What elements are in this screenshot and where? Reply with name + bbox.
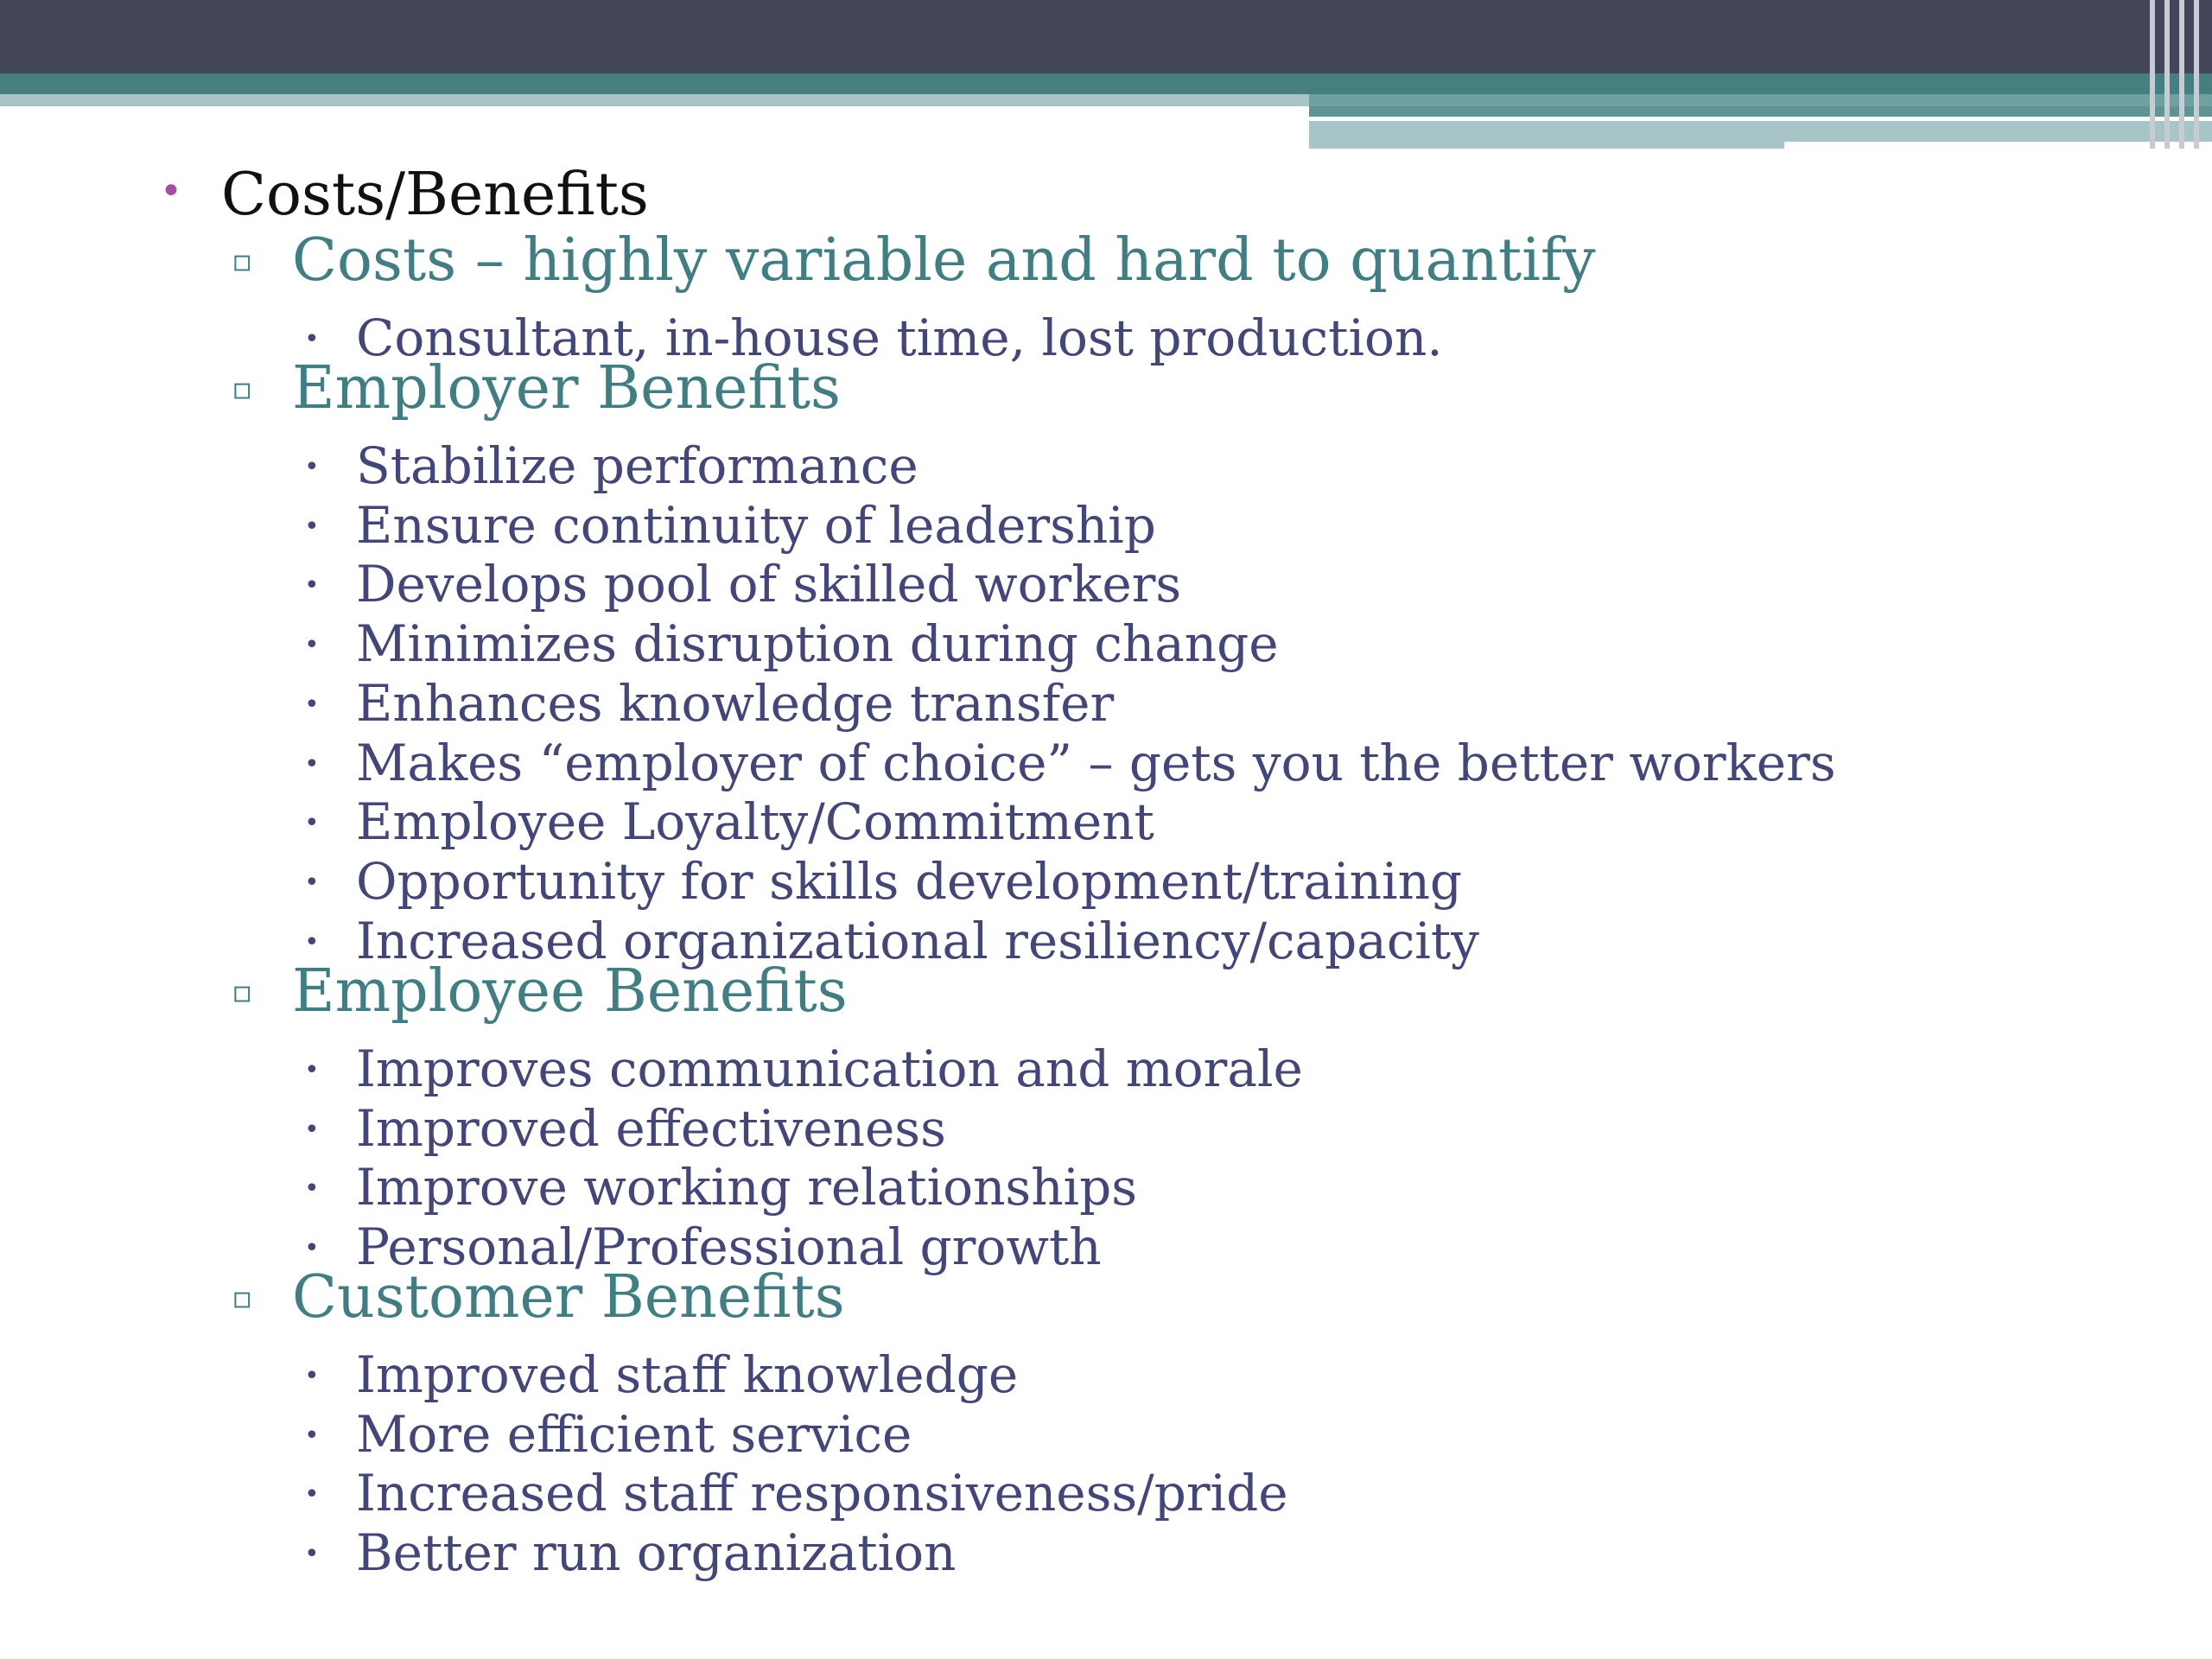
dot-bullet-icon: • — [304, 867, 320, 898]
list-item-text: Stabilize performance — [356, 436, 918, 495]
dot-bullet-icon: • — [304, 630, 320, 661]
dot-bullet-icon: • — [304, 1539, 320, 1570]
dot-bullet-icon: • — [304, 324, 320, 354]
dot-bullet-icon: • — [304, 452, 320, 482]
dot-bullet-icon: • — [304, 1420, 320, 1451]
list-item-text: Ensure continuity of leadership — [356, 495, 1156, 555]
list-item-text: Better run organization — [356, 1523, 957, 1583]
dot-bullet-icon: • — [304, 1055, 320, 1085]
list-item-text: Increased staff responsiveness/pride — [356, 1464, 1288, 1523]
dot-bullet-icon: • — [304, 689, 320, 720]
list-item-text: Minimizes disruption during change — [356, 614, 1279, 674]
list-item-text: More efficient service — [356, 1404, 912, 1464]
section-heading-text: Employee Benefits — [292, 957, 848, 1026]
list-item-text: Opportunity for skills development/training — [356, 851, 1463, 911]
section-heading-text: Costs – highly variable and hard to quantify — [292, 226, 1596, 295]
dot-bullet-icon: • — [304, 1114, 320, 1145]
list-item-text: Employee Loyalty/Commitment — [356, 792, 1154, 852]
square-bullet-icon: ▫ — [232, 244, 253, 279]
square-bullet-icon: ▫ — [232, 975, 253, 1010]
level1-text: Costs/Benefits — [221, 161, 649, 229]
list-item-text: Personal/Professional growth — [356, 1217, 1102, 1277]
dot-bullet-icon: • — [304, 1361, 320, 1391]
list-item-text: Develops pool of skilled workers — [356, 555, 1182, 614]
dot-bullet-icon: • — [304, 926, 320, 957]
list-item-text: Improved effectiveness — [356, 1098, 946, 1158]
list-item-text: Makes “employer of choice” – gets you the better workers — [356, 733, 1836, 792]
dot-bullet-icon: • — [304, 1233, 320, 1264]
square-bullet-icon: ▫ — [232, 372, 253, 407]
section-heading-text: Employer Benefits — [292, 354, 841, 423]
list-item-text: Consultant, in-house time, lost production. — [356, 308, 1443, 367]
dot-bullet-icon: • — [304, 1479, 320, 1510]
dot-bullet-icon: • — [304, 748, 320, 779]
dot-bullet-icon: • — [304, 808, 320, 839]
bullet-icon: • — [160, 169, 182, 213]
square-bullet-icon: ▫ — [232, 1281, 253, 1316]
list-item-text: Enhances knowledge transfer — [356, 673, 1115, 733]
list-item-text: Improves communication and morale — [356, 1039, 1303, 1098]
list-item-text: Improved staff knowledge — [356, 1345, 1019, 1404]
dot-bullet-icon: • — [304, 1173, 320, 1205]
list-item-text: Improve working relationships — [356, 1158, 1137, 1217]
list-item-text: Increased organizational resiliency/capacity — [356, 911, 1479, 970]
section-heading-text: Customer Benefits — [292, 1263, 845, 1332]
dot-bullet-icon: • — [304, 570, 320, 601]
dot-bullet-icon: • — [304, 511, 320, 542]
